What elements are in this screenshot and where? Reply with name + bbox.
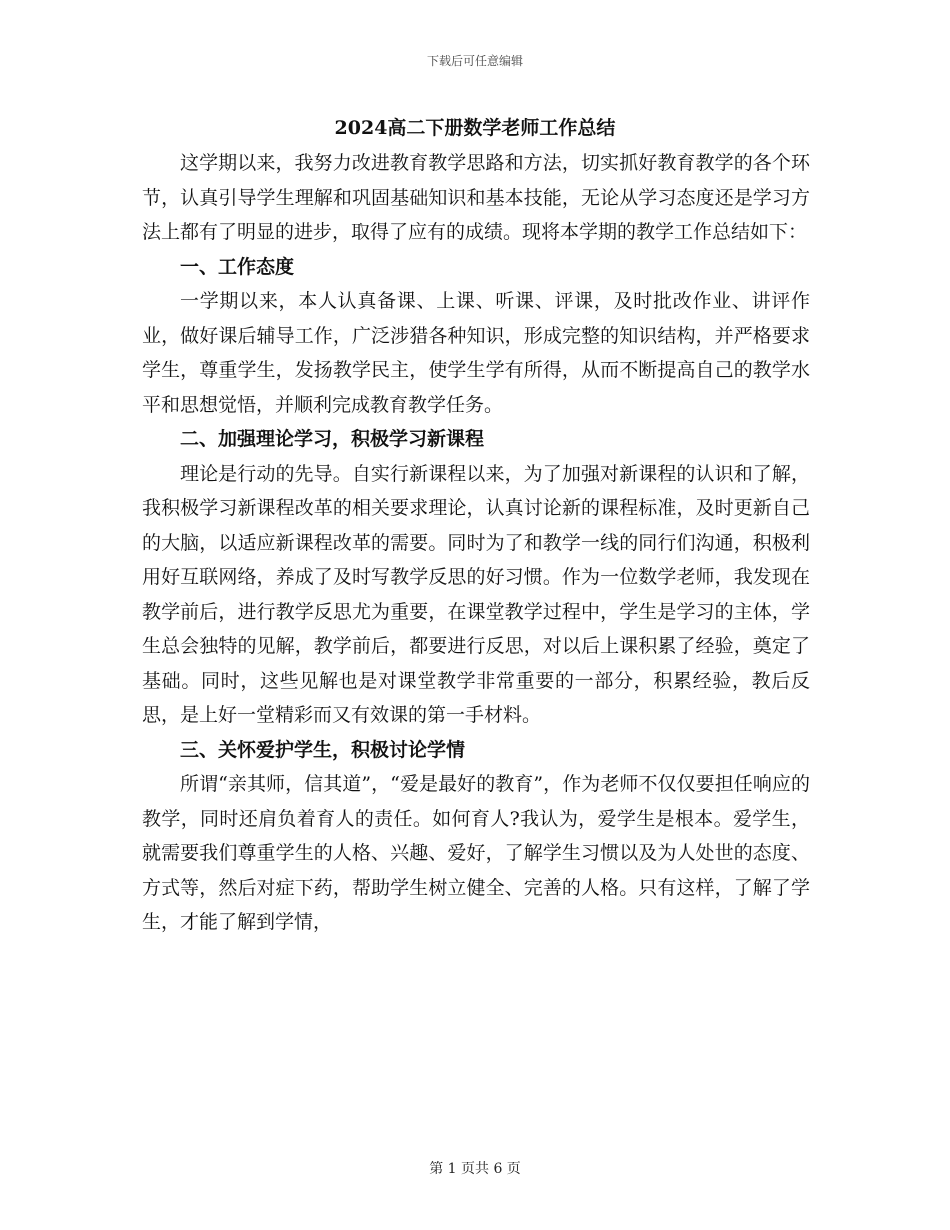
section-heading-1: 一、工作态度 (180, 255, 295, 278)
section-paragraph-2: 理论是行动的先导。自实行新课程以来，为了加强对新课程的认识和了解，我积极学习新课程改革的相关要求理论，认真讨论新的课程标准，及时更新自己的大脑，以适应新课程改革的需要。同时为了和教学一线的同行们沟通，积极利用好互联网络，养成了及时写教学反思的好习惯。作为一位数学老师，我发现在教学前后，进行教学反思尤为重要，在课堂教学过程中，学生是学习的主体，学生总会独特的见解，教学前后，都要进行反思，对以后上课积累了经验，奠定了基础。同时，这些见解也是对课堂教学非常重要的一部分，积累经验，教后反思，是上好一堂精彩而又有效课的第一手材料。 (142, 462, 810, 726)
document-title: 2024高二下册数学老师工作总结 (334, 117, 616, 139)
section-heading-3: 三、关怀爱护学生，积极讨论学情 (180, 738, 466, 761)
header-note: 下载后可任意编辑 (426, 54, 523, 68)
section-heading-2: 二、加强理论学习，积极学习新课程 (180, 428, 485, 450)
intro-paragraph: 这学期以来，我努力改进教育教学思路和方法，切实抓好教育教学的各个环节，认真引导学生理解和巩固基础知识和基本技能，无论从学习态度还是学习方法上都有了明显的进步，取得了应有的成绩。现将本学期的教学工作总结如下： (142, 152, 810, 243)
page-number: 第 1 页共 6 页 (429, 1161, 521, 1177)
section-paragraph-3: 所谓“亲其师，信其道”，“爱是最好的教育”，作为老师不仅仅要担任响应的教学，同时还肩负着育人的责任。如何育人?我认为，爱学生是根本。爱学生，就需要我们尊重学生的人格、兴趣、爱好，了解学生习惯以及为人处世的态度、方式等，然后对症下药，帮助学生树立健全、完善的人格。只有这样，了解了学生，才能了解到学情， (142, 773, 810, 933)
document-body (142, 146, 810, 940)
section-paragraph-1: 一学期以来，本人认真备课、上课、听课、评课，及时批改作业、讲评作业，做好课后辅导工作，广泛涉猎各种知识，形成完整的知识结构，并严格要求学生，尊重学生，发扬教学民主，使学生学有所得，从而不断提高自己的教学水平和思想觉悟，并顺利完成教育教学任务。 (142, 290, 810, 416)
